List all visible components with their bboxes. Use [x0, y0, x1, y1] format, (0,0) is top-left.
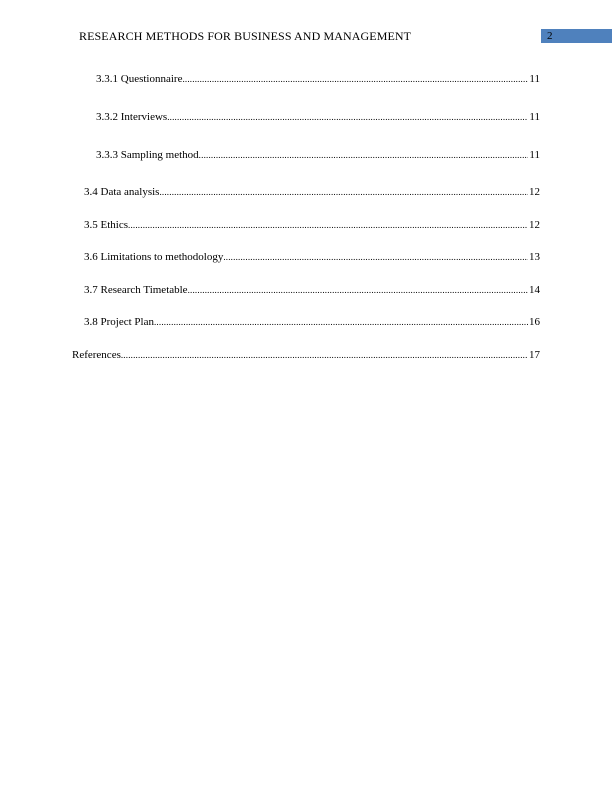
toc-dot-leader: [199, 148, 529, 162]
toc-entry-research-timetable[interactable]: [84, 283, 540, 297]
page-number: 2: [547, 30, 553, 42]
toc-entry-page: 12: [529, 186, 540, 198]
toc-dot-leader: [159, 185, 528, 199]
toc-entry-label: 3.8 Project Plan: [84, 316, 154, 328]
toc-entry-ethics[interactable]: [84, 218, 540, 232]
toc-entry-page: 12: [529, 219, 540, 231]
toc-dot-leader: [182, 72, 528, 86]
toc-entry-limitations[interactable]: [84, 250, 540, 264]
toc-entry-references[interactable]: [72, 348, 540, 362]
toc-entry-page: 11: [529, 149, 540, 161]
toc-entry-page: 13: [529, 251, 540, 263]
toc-dot-leader: [188, 283, 528, 297]
toc-dot-leader: [154, 315, 528, 329]
toc-entry-page: 11: [529, 73, 540, 85]
toc-entry-label: 3.3.2 Interviews: [96, 111, 168, 123]
toc-entry-page: 16: [529, 316, 540, 328]
toc-entry-label: 3.3.3 Sampling method: [96, 149, 199, 161]
toc-entry-label: 3.4 Data analysis: [84, 186, 160, 198]
running-header-title: RESEARCH METHODS FOR BUSINESS AND MANAGEMENT: [79, 29, 412, 43]
toc-entry-questionnaire[interactable]: [96, 72, 540, 86]
toc-entry-label: References: [72, 349, 121, 361]
toc-entry-label: 3.6 Limitations to methodology: [84, 251, 224, 263]
toc-entry-page: 14: [529, 284, 540, 296]
toc-dot-leader: [167, 110, 528, 124]
toc-entry-data-analysis[interactable]: [84, 185, 540, 199]
toc-entry-label: 3.5 Ethics: [84, 219, 128, 231]
toc-entry-page: 11: [529, 111, 540, 123]
toc-dot-leader: [223, 250, 528, 264]
toc-entry-project-plan[interactable]: [84, 315, 540, 329]
toc-entry-label: 3.3.1 Questionnaire: [96, 73, 183, 85]
toc-dot-leader: [128, 218, 528, 232]
toc-entry-interviews[interactable]: [96, 110, 540, 124]
toc-dot-leader: [121, 348, 528, 362]
toc-entry-sampling-method[interactable]: [96, 148, 540, 162]
toc-entry-page: 17: [529, 349, 540, 361]
toc-entry-label: 3.7 Research Timetable: [84, 284, 188, 296]
